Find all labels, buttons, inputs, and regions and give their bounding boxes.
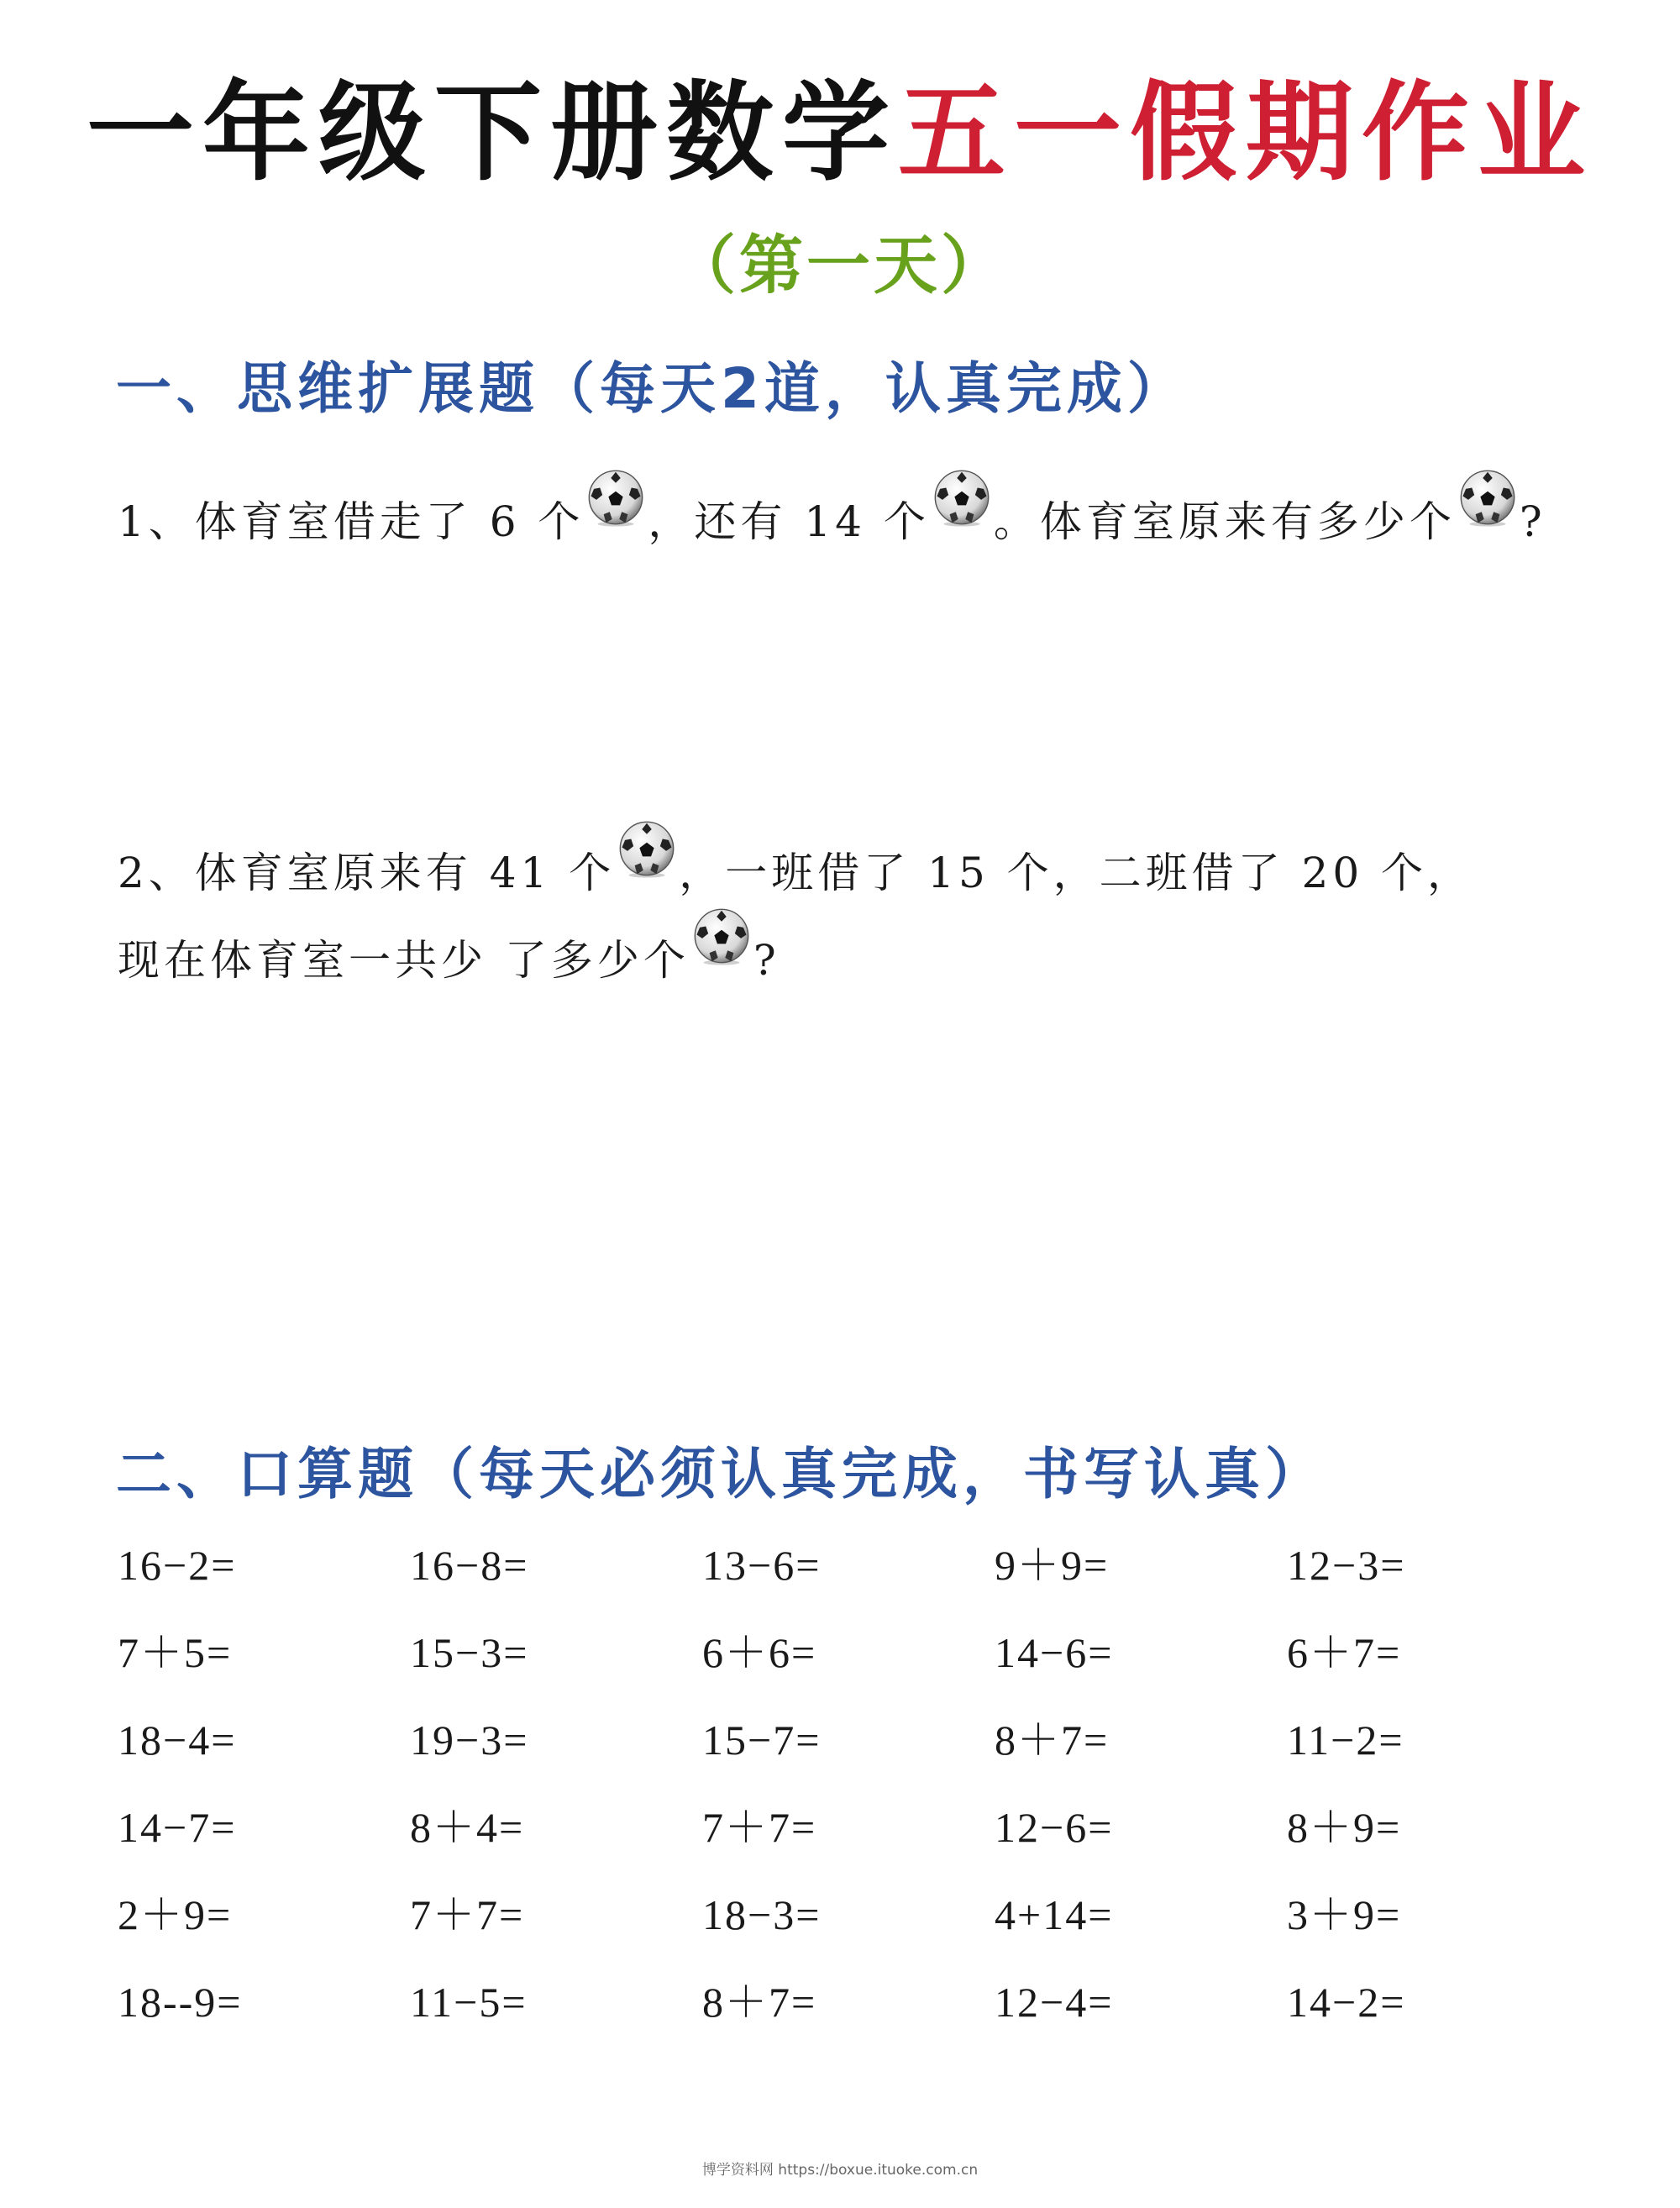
math-item: 6＋6= [702,1629,817,1676]
math-item: 8＋4= [410,1804,525,1851]
problem-1-text-d: ? [1519,497,1546,546]
problem-2-line-2 [118,917,780,985]
math-item: 11−5= [410,1979,528,2026]
problem-2-text-d: ? [753,936,780,985]
math-row [118,1981,1579,2069]
soccer-ball-icon [617,818,677,879]
math-item: 8＋7= [995,1716,1110,1764]
math-item: 16−8= [410,1542,529,1589]
title-grade: 一年级下册数学 [86,71,898,196]
math-item: 8＋9= [1287,1804,1402,1851]
math-item: 6＋7= [1287,1629,1402,1676]
math-item: 4+14= [995,1891,1114,1938]
math-item: 7＋5= [118,1629,233,1676]
math-item: 15−3= [410,1629,529,1676]
problem-1-text-b: ，还有 14 个 [648,497,930,546]
math-item: 18--9= [118,1979,243,2026]
problem-2-text-c: 现在体育室一共少 了多少个 [118,936,690,985]
math-row [118,1716,1579,1806]
math-row [118,1891,1579,1981]
math-item: 15−7= [702,1716,822,1764]
math-item: 13−6= [702,1542,822,1589]
math-item: 16−2= [118,1542,237,1589]
day-subtitle: （第一天） [672,228,1008,302]
soccer-ball-icon [585,467,646,528]
math-item: 19−3= [410,1716,529,1764]
problem-1-text-c: 。体育室原来有多少个 [993,497,1456,546]
math-item: 14−7= [118,1804,237,1851]
problem-2-line-1 [118,830,1474,897]
page-title [0,71,1680,196]
math-item: 7＋7= [410,1891,525,1938]
soccer-ball-icon [932,467,992,528]
math-item: 2＋9= [118,1891,233,1938]
problem-2-text-b: ，一班借了 15 个，二班借了 20 个， [679,849,1474,897]
section-2-heading: 二、口算题（每天必须认真完成，书写认真） [116,1442,1326,1506]
math-item: 8＋7= [702,1979,817,2026]
math-item: 12−6= [995,1804,1114,1851]
title-holiday: 五一假期作业 [898,71,1594,196]
problem-1 [118,479,1546,546]
math-item: 3＋9= [1287,1891,1402,1938]
math-item: 9＋9= [995,1542,1110,1589]
math-item: 14−6= [995,1629,1114,1676]
math-item: 18−3= [702,1891,822,1938]
math-item: 7＋7= [702,1804,817,1851]
problem-2-text-a: 2、体育室原来有 41 个 [118,849,616,897]
math-item: 18−4= [118,1716,237,1764]
math-item: 11−2= [1287,1716,1404,1764]
watermark: 博学资料网 https://boxue.ituoke.com.cn [701,2162,979,2179]
math-row [118,1544,1579,1632]
math-row [118,1629,1579,1719]
section-1-heading: 一、思维扩展题（每天2道，认真完成） [116,356,1188,421]
math-item: 14−2= [1287,1979,1406,2026]
soccer-ball-icon [691,906,752,966]
math-row [118,1806,1579,1894]
math-item: 12−3= [1287,1542,1406,1589]
math-item: 12−4= [995,1979,1114,2026]
problem-1-text-a: 1、体育室借走了 6 个 [118,497,585,546]
soccer-ball-icon [1457,467,1518,528]
mental-math-grid [118,1544,1579,2069]
